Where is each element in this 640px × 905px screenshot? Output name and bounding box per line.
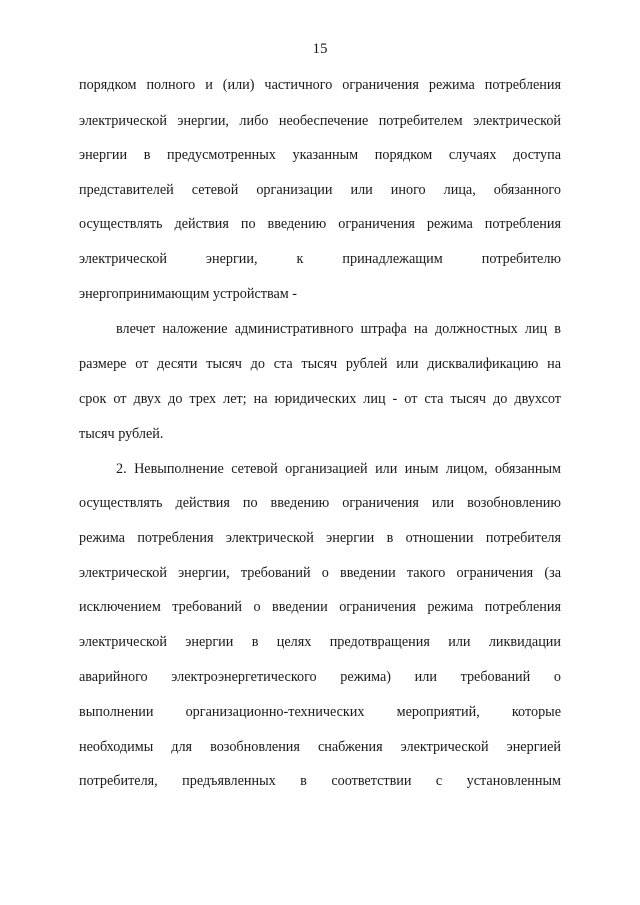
paragraph-3-line-2: осуществлять действия по введению ограничения или возобновлению bbox=[79, 495, 561, 511]
paragraph-1-line-7: энергопринимающим устройствам - bbox=[79, 286, 298, 302]
paragraph-1-line-5: осуществлять действия по введению ограничения режима потребления bbox=[79, 216, 561, 232]
paragraph-3-line-5: исключением требований о введении ограничения режима потребления bbox=[79, 599, 561, 615]
paragraph-3-line-7: аварийного электроэнергетического режима) или требований о bbox=[79, 669, 561, 685]
paragraph-1-line-2: электрической энергии, либо необеспечение потребителем электрической bbox=[79, 113, 561, 129]
paragraph-1-line-3: энергии в предусмотренных указанным порядком случаях доступа bbox=[79, 147, 561, 163]
paragraph-2-line-2: размере от десяти тысяч до ста тысяч рублей или дисквалификацию на bbox=[79, 356, 561, 372]
paragraph-3-line-8: выполнении организационно-технических мероприятий, которые bbox=[79, 704, 561, 720]
paragraph-1-line-6: электрической энергии, к принадлежащим потребителю bbox=[79, 251, 561, 267]
paragraph-3-line-3: режима потребления электрической энергии в отношении потребителя bbox=[79, 530, 561, 546]
paragraph-3-line-10: потребителя, предъявленных в соответствии с установленным bbox=[79, 773, 561, 789]
paragraph-2-line-3: срок от двух до трех лет; на юридических лиц - от ста тысяч до двухсот bbox=[79, 391, 561, 407]
paragraph-2-line-4: тысяч рублей. bbox=[79, 426, 164, 442]
page-number: 15 bbox=[312, 41, 328, 57]
paragraph-1-line-4: представителей сетевой организации или иного лица, обязанного bbox=[79, 182, 561, 198]
paragraph-3-line-4: электрической энергии, требований о введении такого ограничения (за bbox=[79, 565, 561, 581]
paragraph-3-line-6: электрической энергии в целях предотвращения или ликвидации bbox=[79, 634, 561, 650]
paragraph-2-line-1: влечет наложение административного штрафа на должностных лиц в bbox=[116, 321, 561, 337]
paragraph-3-line-9: необходимы для возобновления снабжения электрической энергией bbox=[79, 739, 561, 755]
paragraph-1-line-1: порядком полного и (или) частичного ограничения режима потребления bbox=[79, 77, 561, 93]
paragraph-3-line-1: 2. Невыполнение сетевой организацией или иным лицом, обязанным bbox=[116, 461, 561, 477]
